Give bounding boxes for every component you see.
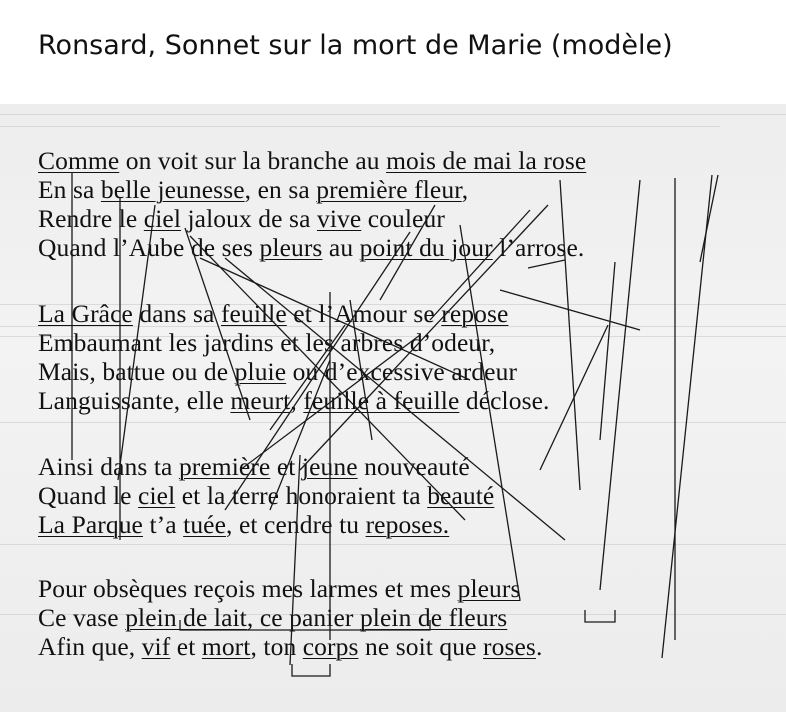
underlined-phrase: première bbox=[178, 452, 271, 481]
underlined-phrase: feuille bbox=[220, 299, 287, 328]
verse-line bbox=[38, 632, 542, 661]
verse-text: Pour obsèques reçois mes larmes et mes bbox=[38, 574, 458, 603]
verse-text: . bbox=[535, 632, 543, 661]
verse-line bbox=[38, 357, 550, 386]
verse-line bbox=[38, 146, 586, 175]
underlined-phrase: pleurs bbox=[457, 574, 521, 603]
verse-text: t’a bbox=[142, 510, 184, 539]
page-title: Ronsard, Sonnet sur la mort de Marie (modèle) bbox=[38, 30, 673, 61]
verse-text: En sa bbox=[38, 175, 101, 204]
verse-line bbox=[38, 233, 586, 262]
underlined-phrase: première fleur bbox=[316, 175, 462, 204]
verse-text: et la terre honoraient ta bbox=[175, 481, 428, 510]
verse-text: Embaumant les jardins et les arbres d’odeur, bbox=[38, 328, 496, 357]
underlined-phrase: repose bbox=[441, 299, 509, 328]
verse-line bbox=[38, 299, 550, 328]
verse-text: , et cendre tu bbox=[226, 510, 366, 539]
verse-text: et bbox=[170, 632, 202, 661]
verse-text: on voit sur la branche au bbox=[119, 146, 387, 175]
quatrain-1 bbox=[38, 146, 586, 262]
verse-text: ou d’excessive ardeur bbox=[286, 357, 518, 386]
underlined-phrase: point du jour bbox=[359, 233, 493, 262]
verse-text: couleur bbox=[361, 204, 445, 233]
verse-text: déclose. bbox=[459, 386, 550, 415]
verse-text: Languissante, elle bbox=[38, 386, 231, 415]
underlined-phrase: mort bbox=[201, 632, 251, 661]
underlined-phrase: corps bbox=[302, 632, 359, 661]
underlined-phrase: pleurs bbox=[259, 233, 323, 262]
underlined-phrase: belle jeunesse bbox=[100, 175, 245, 204]
underlined-phrase: jeune bbox=[301, 452, 358, 481]
underlined-phrase: meurt bbox=[230, 386, 291, 415]
verse-text: , bbox=[461, 175, 469, 204]
verse-line bbox=[38, 574, 542, 603]
verse-line bbox=[38, 452, 494, 481]
underlined-phrase: mois de mai la rose bbox=[386, 146, 587, 175]
verse-text: Mais, battue ou de bbox=[38, 357, 235, 386]
verse-line bbox=[38, 603, 542, 632]
tercet-2 bbox=[38, 574, 542, 661]
verse-text: dans sa bbox=[132, 299, 221, 328]
underlined-phrase: plein de lait bbox=[125, 603, 247, 632]
verse-text: et l’Amour se bbox=[286, 299, 442, 328]
underlined-phrase: ciel bbox=[143, 204, 182, 233]
verse-text: et bbox=[270, 452, 302, 481]
underlined-phrase: roses bbox=[483, 632, 536, 661]
underlined-phrase: La Parque bbox=[38, 510, 143, 539]
verse-text: , ce panier bbox=[246, 603, 360, 632]
verse-text: , en sa bbox=[244, 175, 317, 204]
verse-text: l’arrose. bbox=[492, 233, 585, 262]
verse-text: Quand le bbox=[38, 481, 139, 510]
verse-line bbox=[38, 328, 550, 357]
underlined-phrase: pluie bbox=[234, 357, 287, 386]
verse-text: , bbox=[290, 386, 304, 415]
verse-text: nouveauté bbox=[357, 452, 470, 481]
verse-line bbox=[38, 204, 586, 233]
underlined-phrase: La Grâce bbox=[38, 299, 133, 328]
verse-text: Rendre le bbox=[38, 204, 144, 233]
verse-line bbox=[38, 510, 494, 539]
underlined-phrase: Comme bbox=[38, 146, 120, 175]
quatrain-2 bbox=[38, 299, 550, 415]
verse-text: au bbox=[322, 233, 360, 262]
verse-text: Ainsi dans ta bbox=[38, 452, 179, 481]
underlined-phrase: beauté bbox=[427, 481, 495, 510]
tercet-1 bbox=[38, 452, 494, 539]
verse-text: ne soit que bbox=[358, 632, 484, 661]
verse-line bbox=[38, 481, 494, 510]
underlined-phrase: reposes. bbox=[365, 510, 450, 539]
underlined-phrase: vive bbox=[316, 204, 362, 233]
underlined-phrase: plein de fleurs bbox=[359, 603, 508, 632]
verse-text: , ton bbox=[250, 632, 303, 661]
verse-text: Quand l’Aube de ses bbox=[38, 233, 260, 262]
underlined-phrase: tuée bbox=[183, 510, 227, 539]
verse-text: Afin que, bbox=[38, 632, 142, 661]
verse-line bbox=[38, 386, 550, 415]
underlined-phrase: vif bbox=[141, 632, 171, 661]
verse-text: Ce vase bbox=[38, 603, 126, 632]
verse-text: jaloux de sa bbox=[181, 204, 317, 233]
underlined-phrase: feuille à feuille bbox=[303, 386, 460, 415]
verse-line bbox=[38, 175, 586, 204]
underlined-phrase: ciel bbox=[138, 481, 176, 510]
